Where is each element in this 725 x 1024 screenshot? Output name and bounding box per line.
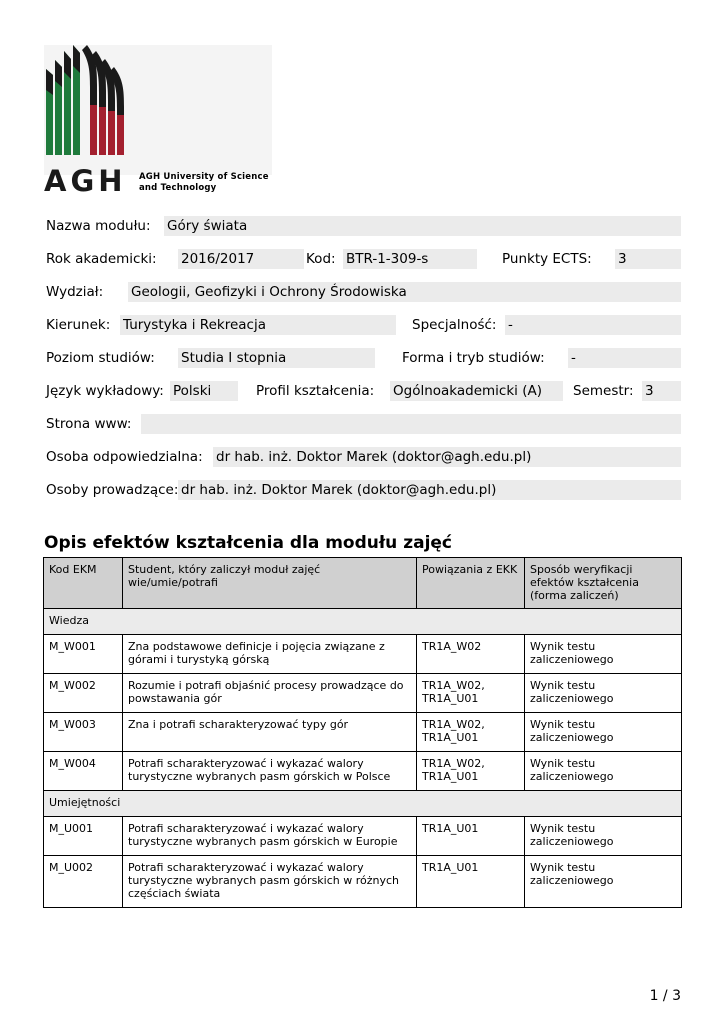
row-verification: Wynik testu zaliczeniowego — [525, 635, 682, 674]
table-row — [44, 752, 682, 791]
row-code: M_W003 — [44, 713, 123, 752]
row-verification: Wynik testu zaliczeniowego — [525, 752, 682, 791]
row-verification: Wynik testu zaliczeniowego — [525, 817, 682, 856]
faculty-label: Wydział: — [46, 284, 104, 300]
ects-label: Punkty ECTS: — [502, 251, 592, 267]
group-name: Umiejętności — [44, 791, 682, 817]
header-description: Student, który zaliczył moduł zajęć wie/umie/potrafi — [123, 558, 417, 609]
group-name: Wiedza — [44, 609, 682, 635]
table-row — [44, 635, 682, 674]
table-row — [44, 713, 682, 752]
row-description: Potrafi scharakteryzować i wykazać walory turystyczne wybranych pasm górskich w Polsce — [123, 752, 417, 791]
row-verification: Wynik testu zaliczeniowego — [525, 674, 682, 713]
level-label: Poziom studiów: — [46, 350, 155, 366]
row-code: M_W002 — [44, 674, 123, 713]
row-verification: Wynik testu zaliczeniowego — [525, 713, 682, 752]
lecturers-label: Osoby prowadzące: — [46, 482, 179, 498]
row-description: Potrafi scharakteryzować i wykazać walory turystyczne wybranych pasm górskich w różnych częściach świata — [123, 856, 417, 908]
group-row — [44, 609, 682, 635]
row-ekk: TR1A_W02, TR1A_U01 — [417, 674, 525, 713]
row-description: Rozumie i potrafi objaśnić procesy prowadzące do powstawania gór — [123, 674, 417, 713]
table-row — [44, 856, 682, 908]
study-form-value: - — [568, 348, 681, 368]
row-description: Zna i potrafi scharakteryzować typy gór — [123, 713, 417, 752]
row-description: Potrafi scharakteryzować i wykazać walory turystyczne wybranych pasm górskich w Europie — [123, 817, 417, 856]
logo-wordmark: AGH — [44, 164, 127, 195]
profile-label: Profil kształcenia: — [256, 383, 375, 399]
ects-value: 3 — [615, 249, 681, 269]
module-name-value: Góry świata — [164, 216, 681, 236]
code-value: BTR-1-309-s — [343, 249, 477, 269]
section-title: Opis efektów kształcenia dla modułu zajęć — [44, 533, 453, 553]
row-ekk: TR1A_W02, TR1A_U01 — [417, 752, 525, 791]
row-code: M_W001 — [44, 635, 123, 674]
website-value[interactable] — [141, 414, 681, 434]
language-label: Język wykładowy: — [46, 383, 164, 399]
row-description: Zna podstawowe definicje i pojęcia związane z górami i turystyką górską — [123, 635, 417, 674]
learning-outcomes-table — [43, 557, 682, 908]
header-code: Kod EKM — [44, 558, 123, 609]
study-form-label: Forma i tryb studiów: — [402, 350, 545, 366]
group-row — [44, 791, 682, 817]
specialization-label: Specjalność: — [412, 317, 497, 333]
row-code: M_W004 — [44, 752, 123, 791]
lecturers-value: dr hab. inż. Doktor Marek (doktor@agh.edu.pl) — [178, 480, 681, 500]
row-verification: Wynik testu zaliczeniowego — [525, 856, 682, 908]
academic-year-value: 2016/2017 — [178, 249, 304, 269]
university-name — [139, 172, 269, 194]
specialization-value: - — [505, 315, 681, 335]
profile-value: Ogólnoakademicki (A) — [390, 381, 563, 401]
university-name-line2: and Technology — [139, 183, 217, 193]
responsible-value: dr hab. inż. Doktor Marek (doktor@agh.edu.pl) — [213, 447, 681, 467]
semester-value: 3 — [642, 381, 681, 401]
table-row — [44, 817, 682, 856]
table-row — [44, 674, 682, 713]
row-ekk: TR1A_U01 — [417, 856, 525, 908]
language-value: Polski — [170, 381, 238, 401]
header-ekk: Powiązania z EKK — [417, 558, 525, 609]
website-label: Strona www: — [46, 416, 132, 432]
row-code: M_U001 — [44, 817, 123, 856]
page-number: 1 / 3 — [649, 988, 681, 1004]
row-ekk: TR1A_U01 — [417, 817, 525, 856]
responsible-label: Osoba odpowiedzialna: — [46, 449, 203, 465]
level-value: Studia I stopnia — [178, 348, 375, 368]
code-label: Kod: — [306, 251, 336, 267]
academic-year-label: Rok akademicki: — [46, 251, 157, 267]
table-header-row — [44, 558, 682, 609]
logo-stripes — [46, 45, 124, 155]
row-ekk: TR1A_W02, TR1A_U01 — [417, 713, 525, 752]
agh-logo — [44, 45, 272, 195]
header-verification: Sposób weryfikacji efektów kształcenia (forma zaliczeń) — [525, 558, 682, 609]
field-of-study-label: Kierunek: — [46, 317, 111, 333]
row-code: M_U002 — [44, 856, 123, 908]
row-ekk: TR1A_W02 — [417, 635, 525, 674]
semester-label: Semestr: — [573, 383, 634, 399]
university-name-line1: AGH University of Science — [139, 172, 269, 182]
field-of-study-value: Turystyka i Rekreacja — [120, 315, 396, 335]
faculty-value: Geologii, Geofizyki i Ochrony Środowiska — [128, 282, 681, 302]
module-name-label: Nazwa modułu: — [46, 218, 151, 234]
